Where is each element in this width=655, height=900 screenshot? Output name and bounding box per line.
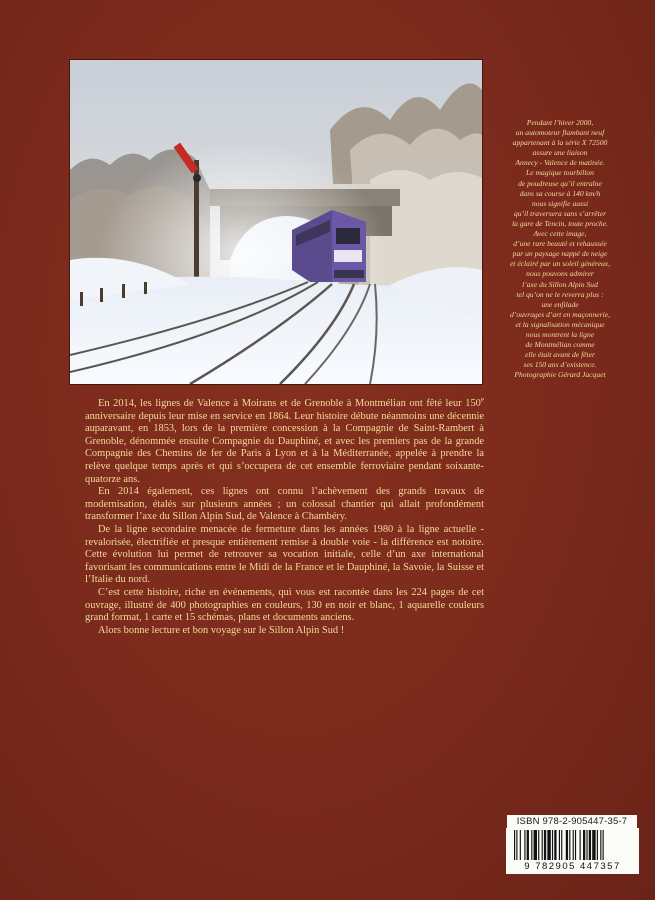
caption-line: et la signalisation mécanique	[515, 319, 605, 329]
caption-line: un automoteur flambant neuf	[515, 128, 605, 138]
barcode-bar	[547, 830, 550, 860]
caption-line: qu’il traversera sans s’arrêter	[513, 208, 607, 218]
barcode-bar	[583, 830, 585, 860]
barcode-bar	[575, 830, 576, 860]
barcode-bar	[544, 830, 546, 860]
caption-line: une enfilade	[541, 299, 579, 309]
barcode-bar	[589, 830, 591, 860]
barcode-bar	[586, 830, 587, 860]
barcode-bar	[580, 830, 581, 860]
caption-line: nous signifie aussi	[531, 198, 589, 208]
caption-line: d’une rare beauté et rehaussée	[513, 239, 607, 249]
barcode-bar	[592, 830, 595, 860]
barcode-bar	[542, 830, 543, 860]
caption-line: Annecy - Valence de matinée.	[515, 158, 605, 168]
barcode-bar	[566, 830, 568, 860]
barcode-bar	[554, 830, 556, 860]
caption-line: tel qu’on ne le reverra plus :	[516, 289, 604, 299]
barcode-digits: 9 782905 447357	[524, 861, 621, 872]
caption-line: l’axe du Sillon Alpin Sud	[522, 279, 598, 289]
caption-line: ses 150 ans d’existence.	[523, 360, 597, 370]
caption-line: elle était avant de fêter	[524, 350, 595, 360]
caption-line: nous pouvons admirer	[526, 269, 594, 279]
caption-line: par un paysage nappé de neige	[512, 249, 608, 259]
barcode-bar	[573, 830, 574, 860]
isbn-label: ISBN 978-2-905447-35-7	[507, 815, 637, 828]
barcode-bar	[534, 830, 537, 860]
caption-line: Avec cette image,	[533, 229, 587, 239]
caption-line: et éclairé par un soleil généreux,	[509, 259, 611, 269]
photo-illustration	[70, 60, 482, 384]
barcode-bar	[538, 830, 539, 860]
barcode-bar	[516, 830, 517, 860]
caption-line: de poudreuse qu’il entraîne	[518, 178, 602, 188]
paragraph	[85, 395, 484, 486]
caption-line: nous montrent la ligne	[525, 329, 595, 339]
paragraph-text: anniversaire depuis leur mise en service en 1864. Leur histoire débute néanmoins une décennie auparavant, en 1853, lors de la première concession à la Compagnie de Saint-Rambert à Grenoble, dénommée ensuite Compagnie du Dauphiné, et avec les premiers pas de la grande Compagnie des Chemins de fer de Paris à Lyon et à la Méditerranée, appelée à prendre la relève quelque temps après et qui s’occupera de cet ensemble ferroviaire pendant soixante-quatorze ans.	[85, 410, 484, 485]
barcode-bar	[527, 830, 529, 860]
cover-photo-train-in-snow	[70, 60, 482, 384]
caption-line: d’ouvrages d’art en maçonnerie,	[510, 309, 610, 319]
paragraph: En 2014 également, ces lignes ont connu l’achèvement des grands travaux de modernisation, étalés sur plusieurs années ; un colossal chantier qui allait profondément transformer l’axe du Sillon Alpin Sud, de Valence à Chambéry.	[85, 486, 484, 523]
barcode-bars	[506, 828, 639, 862]
caption-line: Pendant l’hiver 2000,	[526, 118, 594, 127]
caption-line: la gare de Tencin, toute proche.	[512, 218, 608, 228]
caption-line: dans sa course à 140 km/h	[519, 188, 601, 198]
caption-line: assure une liaison	[532, 148, 588, 158]
paragraph: Alors bonne lecture et bon voyage sur le Sillon Alpin Sud !	[98, 624, 345, 636]
barcode-bar	[559, 830, 560, 860]
paragraph: De la ligne secondaire menacée de fermeture dans les années 1980 à la ligne actuelle - revalorisée, électrifiée et presque entièrement remise à double voie - la différence est notoire. Cette évolution lui permet de retrouver sa vocation initiale, celle d’un axe international favorisant les communications entre le Midi de la France et le Dauphiné, la Savoie, la Suisse et l’Italie du nord.	[85, 523, 484, 586]
barcode-bar	[552, 830, 553, 860]
caption-credit: Photographie Gérard Jacquet	[514, 370, 606, 380]
barcode-bar	[531, 830, 532, 860]
barcode-bar	[597, 830, 598, 860]
caption-line: Le magique tourbillon	[526, 168, 594, 178]
caption-line: appartenant à la série X 72500	[512, 138, 608, 148]
paragraph: C’est cette histoire, riche en événements, qui vous est racontée dans les 224 pages de cet ouvrage, illustré de 400 photographies en couleurs, 130 en noir et blanc, 1 aquarelle couleurs grand format, 1 carte et 15 schémas, plans et documents anciens.	[85, 586, 484, 624]
barcode-bar	[524, 830, 525, 860]
back-cover-text	[85, 395, 484, 637]
paragraph-text: En 2014, les lignes de Valence à Moirans et de Grenoble à Montmélian ont fêté leur 150	[98, 398, 481, 409]
barcode-bar	[520, 830, 521, 860]
barcode-bar	[514, 830, 515, 860]
barcode-bar	[569, 830, 570, 860]
barcode-bar	[561, 830, 562, 860]
superscript: e	[480, 395, 484, 404]
barcode-bar	[600, 830, 601, 860]
barcode-bar	[603, 830, 604, 860]
photo-caption	[486, 118, 634, 380]
caption-line: de Montmélian comme	[525, 340, 595, 350]
